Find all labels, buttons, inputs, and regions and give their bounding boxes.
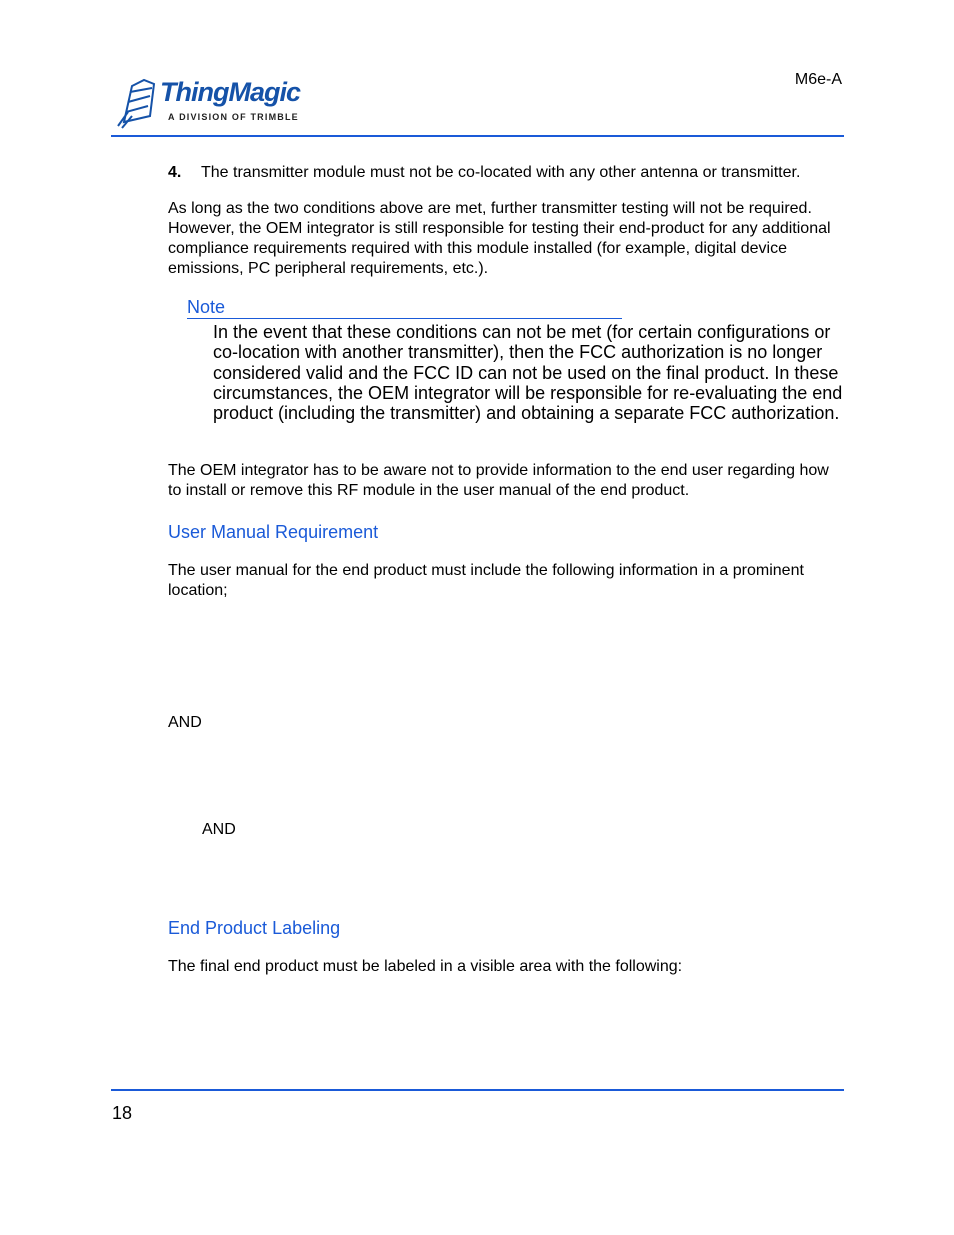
paragraph-conditions: As long as the two conditions above are met, further transmitter testing will not be required. However, the OEM integrator is still responsible for testing their end-product for any additional compliance requirements required with this module installed (for example, digital device emissions, PC peripheral requirements, etc.). [168, 200, 831, 277]
list-item-text: The transmitter module must not be co-located with any other antenna or transmitter. [201, 164, 801, 181]
list-item-number: 4. [168, 164, 182, 181]
logo-subtitle: A DIVISION OF TRIMBLE [168, 112, 299, 122]
footer-rule [111, 1089, 844, 1091]
and-label-2: AND [202, 821, 236, 838]
heading-user-manual: User Manual Requirement [168, 522, 379, 542]
note-text: In the event that these conditions can not be met (for certain configurations or co-location with another transmitter), then the FCC authorization is no longer considered valid and the FCC ID can not be used on the final product. In these circumstances, the OEM integrator will be responsible for re-evaluating the end product (including the transmitter) and obtaining a separate FCC authorization. [213, 322, 843, 424]
page-number: 18 [112, 1103, 133, 1123]
and-label-1: AND [168, 714, 202, 731]
logo-wordmark: ThingMagic [160, 77, 300, 107]
paragraph-labeling: The final end product must be labeled in a visible area with the following: [168, 958, 683, 975]
note-rule [187, 318, 622, 319]
document-code: M6e-A [794, 71, 842, 88]
logo-emblem-icon [114, 72, 164, 132]
paragraph-user-manual: The user manual for the end product must include the following information in a prominent location; [168, 562, 804, 599]
header-rule [111, 135, 844, 137]
note-label: Note [187, 297, 226, 317]
heading-labeling: End Product Labeling [168, 918, 341, 938]
paragraph-oem-integrator: The OEM integrator has to be aware not to provide information to the end user regarding how to install or remove this RF module in the user manual of the end product. [168, 462, 829, 499]
